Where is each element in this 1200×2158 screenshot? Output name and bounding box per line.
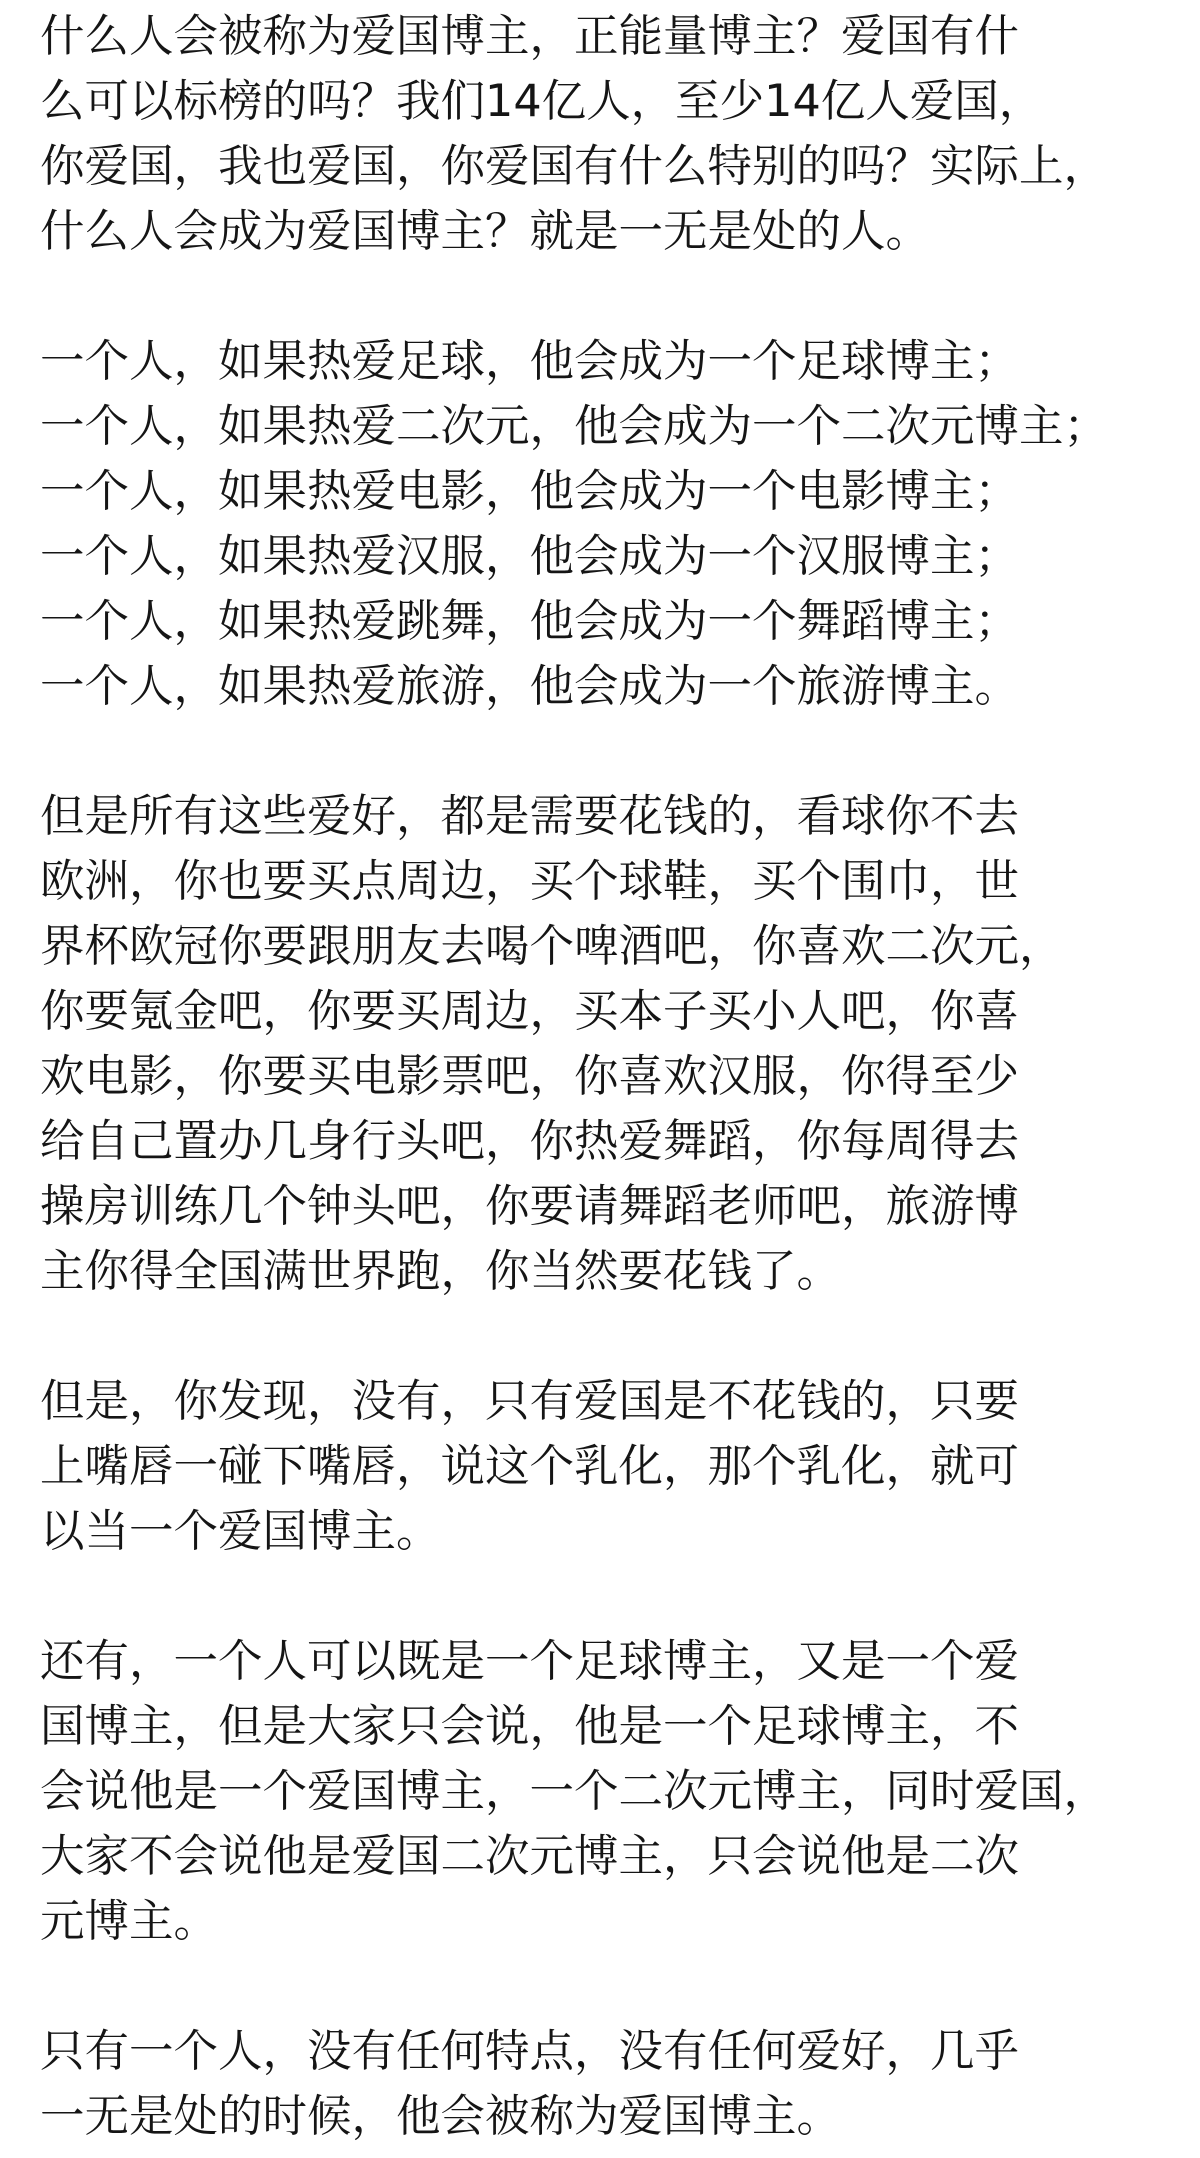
text-line: 国博主，但是大家只会说，他是一个足球博主，不 <box>40 1701 1020 1752</box>
text-line: 会说他是一个爱国博主，一个二次元博主，同时爱国， <box>40 1766 1109 1817</box>
paragraph-hobby-list <box>40 329 1164 719</box>
text-line: 你要氪金吧，你要买周边，买本子买小人吧，你喜 <box>40 986 1020 1037</box>
text-line: 以当一个爱国博主。 <box>40 1506 441 1557</box>
text-line: 大家不会说他是爱国二次元博主，只会说他是二次 <box>40 1831 1020 1882</box>
text-line: 但是所有这些爱好，都是需要花钱的，看球你不去 <box>40 791 1020 842</box>
text-line: 操房训练几个钟头吧，你要请舞蹈老师吧，旅游博 <box>40 1181 1020 1232</box>
paragraph-labeling <box>40 1629 1164 1954</box>
text-line: 一个人，如果热爱电影，他会成为一个电影博主； <box>40 466 1020 517</box>
text-line: 主你得全国满世界跑，你当然要花钱了。 <box>40 1246 842 1297</box>
text-line: 界杯欧冠你要跟朋友去喝个啤酒吧，你喜欢二次元， <box>40 921 1064 972</box>
text-line: 给自己置办几身行头吧，你热爱舞蹈，你每周得去 <box>40 1116 1020 1167</box>
text-line: 一个人，如果热爱跳舞，他会成为一个舞蹈博主； <box>40 596 1020 647</box>
text-line: 但是，你发现，没有，只有爱国是不花钱的，只要 <box>40 1376 1020 1427</box>
paragraph-conclusion <box>40 2019 1164 2149</box>
text-line: 一个人，如果热爱足球，他会成为一个足球博主； <box>40 336 1020 387</box>
text-line: 还有，一个人可以既是一个足球博主，又是一个爱 <box>40 1636 1020 1687</box>
paragraph-intro <box>40 4 1164 264</box>
text-line: 你爱国，我也爱国，你爱国有什么特别的吗？实际上， <box>40 141 1109 192</box>
text-line: 什么人会成为爱国博主？就是一无是处的人。 <box>40 206 931 257</box>
text-line: 欢电影，你要买电影票吧，你喜欢汉服，你得至少 <box>40 1051 1020 1102</box>
text-line: 上嘴唇一碰下嘴唇，说这个乳化，那个乳化，就可 <box>40 1441 1020 1492</box>
text-line: 什么人会被称为爱国博主，正能量博主？爱国有什 <box>40 11 1020 62</box>
text-line: 一个人，如果热爱汉服，他会成为一个汉服博主； <box>40 531 1020 582</box>
text-line: 一无是处的时候，他会被称为爱国博主。 <box>40 2091 842 2142</box>
text-line: 欧洲，你也要买点周边，买个球鞋，买个围巾，世 <box>40 856 1020 907</box>
text-line: 元博主。 <box>40 1896 219 1947</box>
text-line: 一个人，如果热爱二次元，他会成为一个二次元博主； <box>40 401 1109 452</box>
paragraph-patriotism-free <box>40 1369 1164 1564</box>
text-line: 一个人，如果热爱旅游，他会成为一个旅游博主。 <box>40 661 1020 712</box>
text-line: 只有一个人，没有任何特点，没有任何爱好，几乎 <box>40 2026 1020 2077</box>
text-line: 么可以标榜的吗？我们14亿人，至少14亿人爱国， <box>40 76 1044 127</box>
paragraph-hobby-costs <box>40 784 1164 1304</box>
